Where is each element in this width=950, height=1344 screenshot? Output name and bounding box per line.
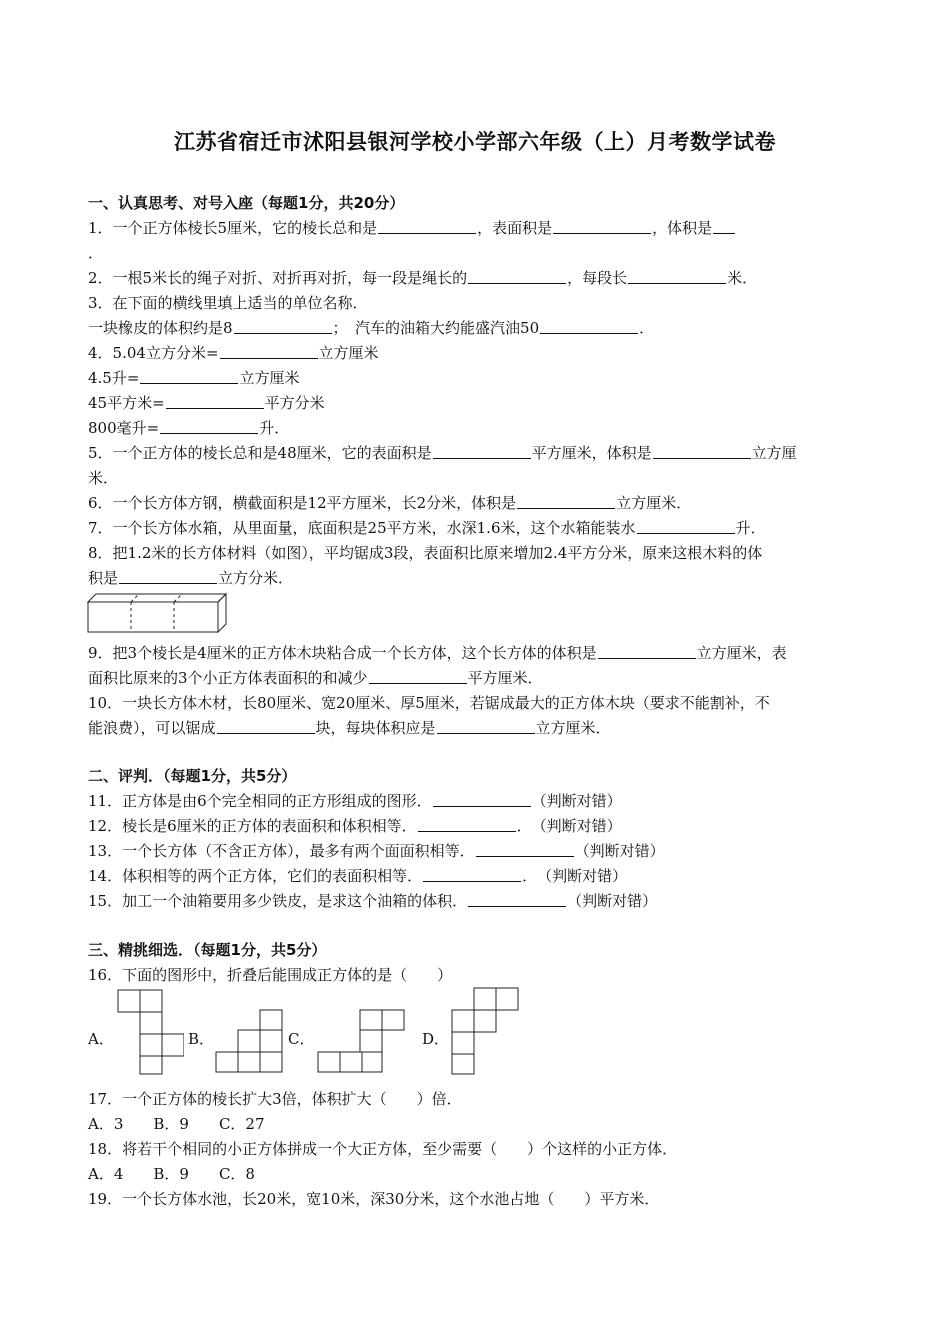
q4-text-d1: 800毫升= — [88, 419, 160, 437]
option-d-net — [450, 986, 520, 1076]
answer-blank[interactable] — [234, 319, 332, 334]
question-6 — [88, 493, 691, 513]
q4-text-a1: 4．5.04立方分米= — [88, 344, 219, 362]
question-8: 8．把1.2米的长方体材料（如图），平均锯成3段，表面积比原来增加2.4平方分米，原来这根木料的体 — [88, 544, 763, 562]
option-d-label[interactable]: D． — [422, 1030, 450, 1048]
q5-text-b: 平方厘米，体积是 — [531, 444, 652, 462]
question-14 — [88, 866, 627, 886]
q4-text-a2: 立方厘米 — [318, 344, 379, 362]
q8-text-c: 立方分米． — [218, 569, 294, 587]
q1-text-c: ，体积是 — [652, 219, 713, 237]
q5-text-a: 5．一个正方体的棱长总和是48厘米，它的表面积是 — [88, 444, 432, 462]
q9-text-d: 平方厘米． — [467, 669, 543, 687]
section-3-heading: 三、精挑细选．（每题1分，共5分） — [88, 941, 327, 959]
q6-text-a: 6．一个长方体方钢，横截面积是12平方厘米，长2分米，体积是 — [88, 494, 517, 512]
question-18-options[interactable]: A．4 B．9 C．8 — [88, 1165, 255, 1183]
question-5-line-2: 米． — [88, 469, 119, 487]
page-title: 江苏省宿迁市沭阳县银河学校小学部六年级（上）月考数学试卷 — [174, 130, 776, 154]
question-1 — [88, 218, 736, 238]
question-4 — [88, 343, 379, 363]
answer-blank[interactable] — [166, 394, 264, 409]
q6-text-b: 立方厘米． — [616, 494, 692, 512]
answer-blank[interactable] — [713, 219, 735, 234]
answer-blank[interactable] — [553, 219, 651, 234]
q1-end: ． — [88, 244, 104, 262]
question-4-line-2 — [88, 368, 299, 388]
answer-blank[interactable] — [140, 369, 238, 384]
q9-text-b: 立方厘米，表 — [696, 644, 787, 662]
q4-text-c1: 45平方米= — [88, 394, 165, 412]
q9-text-c: 面积比原来的3个小正方体表面积的和减少 — [88, 669, 368, 687]
answer-blank[interactable] — [540, 319, 638, 334]
q13-text-a: 13．一个长方体（不含正方体），最多有两个面面积相等． — [88, 842, 475, 860]
question-9 — [88, 643, 787, 663]
answer-blank[interactable] — [220, 344, 318, 359]
question-10-line-2 — [88, 718, 611, 738]
answer-blank[interactable] — [598, 644, 696, 659]
answer-blank[interactable] — [217, 719, 315, 734]
answer-blank[interactable] — [468, 269, 566, 284]
answer-blank[interactable] — [476, 842, 574, 857]
question-11 — [88, 791, 622, 811]
option-a-net — [116, 988, 184, 1076]
question-17: 17．一个正方体的棱长扩大3倍，体积扩大（ ）倍． — [88, 1090, 462, 1108]
q12-text-a: 12．棱长是6厘米的正方体的表面积和体积相等． — [88, 817, 417, 835]
option-b-label[interactable]: B． — [188, 1030, 215, 1048]
option-c-label[interactable]: C． — [288, 1030, 315, 1048]
q2-text-a: 2．一根5米长的绳子对折、对折再对折，每一段是绳长的 — [88, 269, 468, 287]
answer-blank[interactable] — [119, 569, 217, 584]
question-4-line-4 — [88, 418, 289, 438]
question-3: 3．在下面的横线里填上适当的单位名称． — [88, 294, 368, 312]
answer-blank[interactable] — [433, 792, 531, 807]
option-a-label[interactable]: A． — [88, 1030, 114, 1048]
q4-text-d2: 升． — [259, 419, 290, 437]
option-c-net — [316, 1008, 406, 1074]
answer-blank[interactable] — [418, 817, 516, 832]
question-2 — [88, 268, 757, 288]
question-16: 16．下面的图形中，折叠后能围成正方体的是（ ） — [88, 966, 453, 984]
q7-text-a: 7．一个长方体水箱，从里面量，底面积是25平方米，水深1.6米，这个水箱能装水 — [88, 519, 636, 537]
question-15 — [88, 891, 657, 911]
question-4-line-3 — [88, 393, 325, 413]
section-2-heading: 二、评判．（每题1分，共5分） — [88, 767, 297, 785]
answer-blank[interactable] — [653, 444, 751, 459]
q10-text-c: 块，每块体积应是 — [315, 719, 436, 737]
q10-text-b: 能浪费），可以锯成 — [88, 719, 216, 737]
q15-text-a: 15．加工一个油箱要用多少铁皮，是求这个油箱的体积． — [88, 892, 468, 910]
question-19: 19．一个长方体水池，长20米，宽10米，深30分米，这个水池占地（ ）平方米． — [88, 1190, 660, 1208]
answer-blank[interactable] — [437, 719, 535, 734]
q14-text-b: ． （判断对错） — [522, 867, 628, 885]
q1-text-b: ，表面积是 — [477, 219, 553, 237]
answer-blank[interactable] — [517, 494, 615, 509]
question-17-options[interactable]: A．3 B．9 C．27 — [88, 1115, 265, 1133]
q14-text-a: 14．体积相等的两个正方体，它们的表面积相等． — [88, 867, 423, 885]
q12-text-b: ． （判断对错） — [516, 817, 622, 835]
q8-text-b: 积是 — [88, 569, 119, 587]
q10-text-d: 立方厘米． — [535, 719, 611, 737]
question-3-line-2 — [88, 318, 654, 338]
q13-text-b: （判断对错） — [574, 842, 665, 860]
option-b-net — [214, 1008, 284, 1074]
cuboid-figure — [86, 592, 230, 634]
answer-blank[interactable] — [160, 419, 258, 434]
question-8-line-2 — [88, 568, 293, 588]
q5-text-c: 立方厘 — [751, 444, 797, 462]
question-13 — [88, 841, 665, 861]
answer-blank[interactable] — [369, 669, 467, 684]
q11-text-b: （判断对错） — [531, 792, 622, 810]
question-7 — [88, 518, 766, 538]
q4-text-b2: 立方厘米 — [239, 369, 300, 387]
q3-text-b3: ． — [639, 319, 655, 337]
q4-text-c2: 平方分米 — [264, 394, 325, 412]
question-5 — [88, 443, 797, 463]
q15-text-b: （判断对错） — [567, 892, 658, 910]
answer-blank[interactable] — [378, 219, 476, 234]
q2-text-b: ，每段长 — [567, 269, 628, 287]
q7-text-b: 升． — [735, 519, 766, 537]
question-10: 10．一块长方体木材，长80厘米、宽20厘米、厚5厘米，若锯成最大的正方体木块（要求不能割补，不 — [88, 694, 770, 712]
q3-text-b1: 一块橡皮的体积约是8 — [88, 319, 233, 337]
answer-blank[interactable] — [637, 519, 735, 534]
q1-text-a: 1．一个正方体棱长5厘米，它的棱长总和是 — [88, 219, 378, 237]
q2-text-c: 米． — [727, 269, 758, 287]
q11-text-a: 11．正方体是由6个完全相同的正方形组成的图形． — [88, 792, 432, 810]
answer-blank[interactable] — [628, 269, 726, 284]
question-18: 18．将若干个相同的小正方体拼成一个大正方体，至少需要（ ）个这样的小正方体． — [88, 1140, 678, 1158]
section-1-heading: 一、认真思考、对号入座（每题1分，共20分） — [88, 194, 405, 212]
answer-blank[interactable] — [423, 867, 521, 882]
answer-blank[interactable] — [468, 892, 566, 907]
question-12 — [88, 816, 622, 836]
q4-text-b1: 4.5升= — [88, 369, 140, 387]
q9-text-a: 9．把3个棱长是4厘米的正方体木块粘合成一个长方体，这个长方体的体积是 — [88, 644, 597, 662]
question-9-line-2 — [88, 668, 543, 688]
q3-text-b2: ； 汽车的油箱大约能盛汽油50 — [332, 319, 540, 337]
answer-blank[interactable] — [433, 444, 531, 459]
